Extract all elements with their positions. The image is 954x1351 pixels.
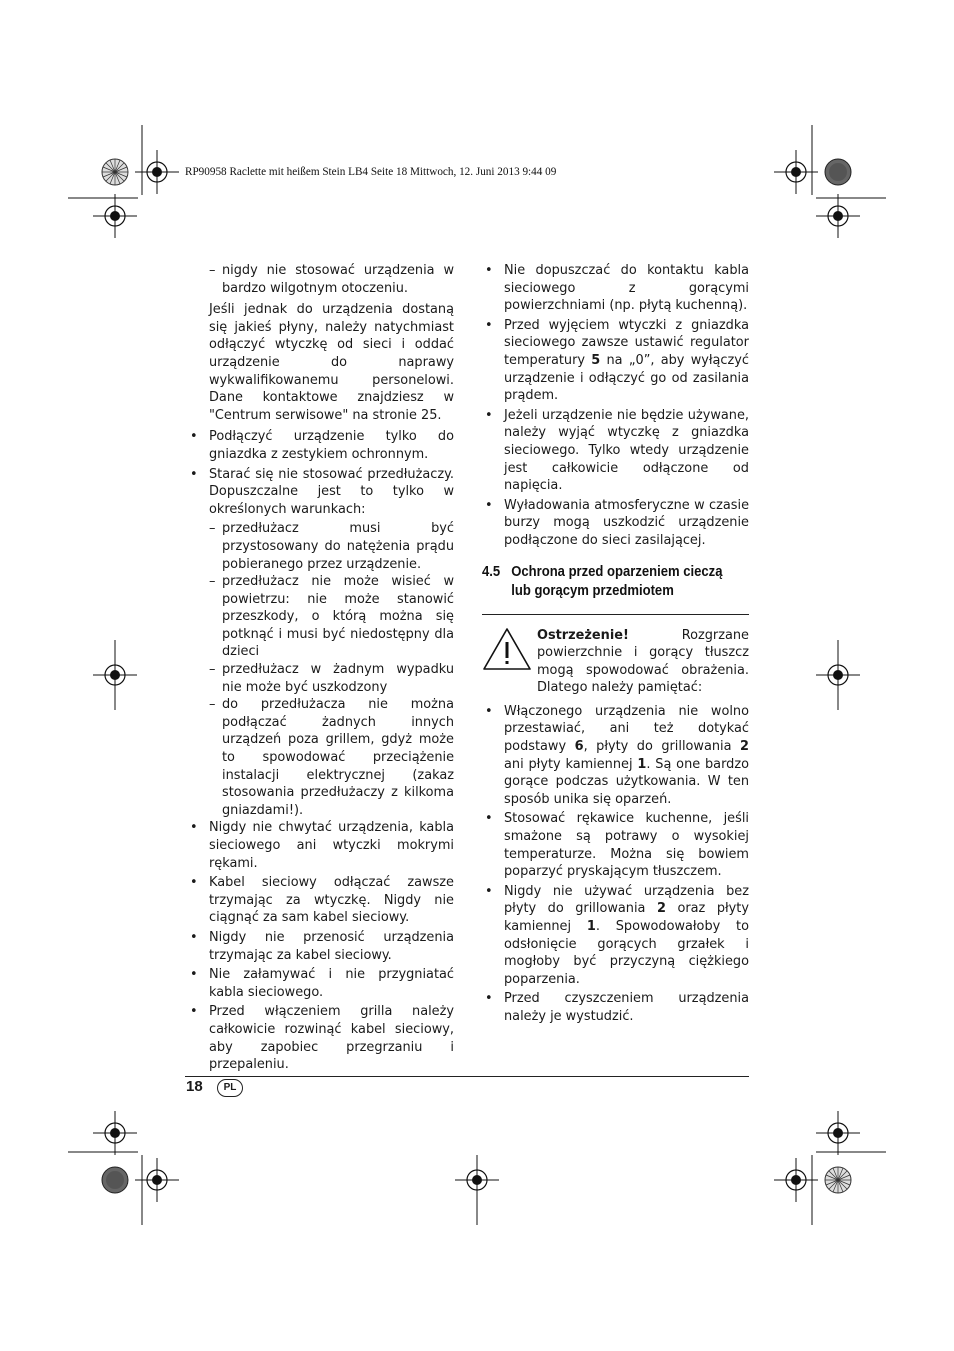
text: oraz płyty kamiennej xyxy=(504,901,749,934)
warning-label: Ostrzeżenie! xyxy=(537,627,629,643)
page-number: 18 xyxy=(186,1078,203,1095)
list-item: • Podłączyć urządzenie tylko do gniazdka z zestykiem ochronnym. xyxy=(187,428,454,463)
registration-mark-icon xyxy=(774,150,818,194)
text: . Są one bardzo gorące podczas użytkowania. W ten sposób unika się oparzeń. xyxy=(504,756,749,807)
text: Rozgrzane powierzchnie i gorący tłuszcz mogą spowodować obrażenia. Dlatego należy pamiętać: xyxy=(537,627,749,696)
list-item: • Nie załamywać i nie przygniatać kabla sieciowego. xyxy=(187,966,454,1001)
text: Włączonego urządzenia nie wolno przestawiać, ani też dotykać podstawy xyxy=(504,703,749,755)
text: , płyty do grillowania xyxy=(583,739,741,755)
registration-mark-icon xyxy=(93,1111,137,1155)
part-number: 1 xyxy=(637,756,647,772)
list-item: – przedłużacz nie może wisieć w powietrzu: nie może stanowić przeszkody, o którą można się potknąć i musi być niedostępny dla dzieci xyxy=(187,573,454,661)
text: na „0”, aby wyłączyć urządzenie i odłączyć go od zasilania prądem. xyxy=(504,352,749,404)
left-column xyxy=(187,262,454,1076)
list-item: – przedłużacz musi być przystosowany do natężenia prądu pobieranego przez urządzenie. xyxy=(187,520,454,573)
list-item xyxy=(482,317,749,405)
list-item xyxy=(482,883,749,989)
section-title-line1: Ochrona przed oparzeniem cieczą xyxy=(511,562,723,580)
list-item xyxy=(482,703,749,809)
warning-text xyxy=(537,627,749,697)
list-item: • Wyładowania atmosferyczne w czasie burzy mogą uszkodzić urządzenie podłączone do sieci zasilającej. xyxy=(482,497,749,550)
list-item: • Nigdy nie chwytać urządzenia, kabla sieciowego ani wtyczki mokrymi rękami. xyxy=(187,819,454,872)
list-item: • Kabel sieciowy odłączać zawsze trzymając za wtyczkę. Nigdy nie ciągnąć za sam kabel sieciowy. xyxy=(187,874,454,927)
part-number: 2 xyxy=(656,901,666,917)
registration-mark-icon xyxy=(816,1111,860,1155)
color-target-icon xyxy=(102,159,128,185)
paragraph: Jeśli jednak do urządzenia dostaną się jakieś płyny, należy natychmiast odłączyć wtyczkę od sieci i oddać urządzenie do naprawy wykwalifikowanemu personelowi. Dane kontaktowe znajdziesz w "Centrum serwisowe" na stronie 25. xyxy=(209,302,454,423)
list-item: • Stosować rękawice kuchenne, jeśli smażone są potrawy o wysokiej temperaturze. Można się bowiem poparzyć pryskającym tłuszczem. xyxy=(482,810,749,880)
list-item: • Nie dopuszczać do kontaktu kabla sieciowego z gorącymi powierzchniami (np. płytą kuchenną). xyxy=(482,262,749,315)
registration-mark-icon xyxy=(816,194,860,238)
text: Przed wyjęciem wtyczki z gniazdka sieciowego zawsze ustawić regulator temperatury xyxy=(504,317,749,368)
list-item: – przedłużacz w żadnym wypadku nie może być uszkodzony xyxy=(187,661,454,696)
part-number: 1 xyxy=(586,919,596,934)
list-item: • Przed włączeniem grilla należy całkowicie rozwinąć kabel sieciowy, aby zapobiec przegrzaniu i przepaleniu. xyxy=(187,1003,454,1073)
section-heading xyxy=(482,562,749,600)
print-header: RP90958 Raclette mit heißem Stein LB4 Seite 18 Mittwoch, 12. Juni 2013 9:44 09 xyxy=(185,166,557,178)
section-number: 4.5 xyxy=(482,562,501,580)
warning-box xyxy=(482,614,749,697)
section-title-line2: lub gorącym przedmiotem xyxy=(511,581,674,599)
color-target-icon xyxy=(102,1167,128,1193)
part-number: 5 xyxy=(591,352,601,368)
list-item: • Starać się nie stosować przedłużaczy. Dopuszczalne jest to tylko w określonych warunkach: xyxy=(187,466,454,519)
list-item: – do przedłużacza nie można podłączać żadnych innych urządzeń poza grillem, gdyż może to spowodować przeciążenie instalacji elektrycznej (zakaz stosowania przedłużaczy z kilkoma gniazdami!). xyxy=(187,696,454,819)
warning-triangle-icon xyxy=(482,627,532,671)
text: ani płyty kamiennej xyxy=(504,756,638,772)
right-column xyxy=(482,262,749,1028)
registration-mark-icon xyxy=(93,194,137,238)
part-number: 6 xyxy=(574,739,584,755)
color-target-icon xyxy=(825,159,851,185)
text: . Spowodowałoby to odsłonięcie gorących grzałek i mogłoby być przyczyną ciężkiego poparzenia. xyxy=(504,919,749,987)
text: Nigdy nie używać urządzenia bez płyty do grillowania xyxy=(504,883,749,917)
list-item: – nigdy nie stosować urządzenia w bardzo wilgotnym otoczeniu. xyxy=(187,262,454,297)
language-badge: PL xyxy=(217,1079,243,1097)
footer-rule xyxy=(185,1076,749,1077)
list-item: • Jeżeli urządzenie nie będzie używane, należy wyjąć wtyczkę z gniazdka sieciowego. Tylko wtedy urządzenie jest całkowicie odłączone od napięcia. xyxy=(482,407,749,495)
list-item: • Przed czyszczeniem urządzenia należy je wystudzić. xyxy=(482,990,749,1025)
registration-mark-icon xyxy=(774,1158,818,1202)
list-item: • Nigdy nie przenosić urządzenia trzymając za kabel sieciowy. xyxy=(187,929,454,964)
color-target-icon xyxy=(825,1167,851,1193)
part-number: 2 xyxy=(740,739,749,755)
